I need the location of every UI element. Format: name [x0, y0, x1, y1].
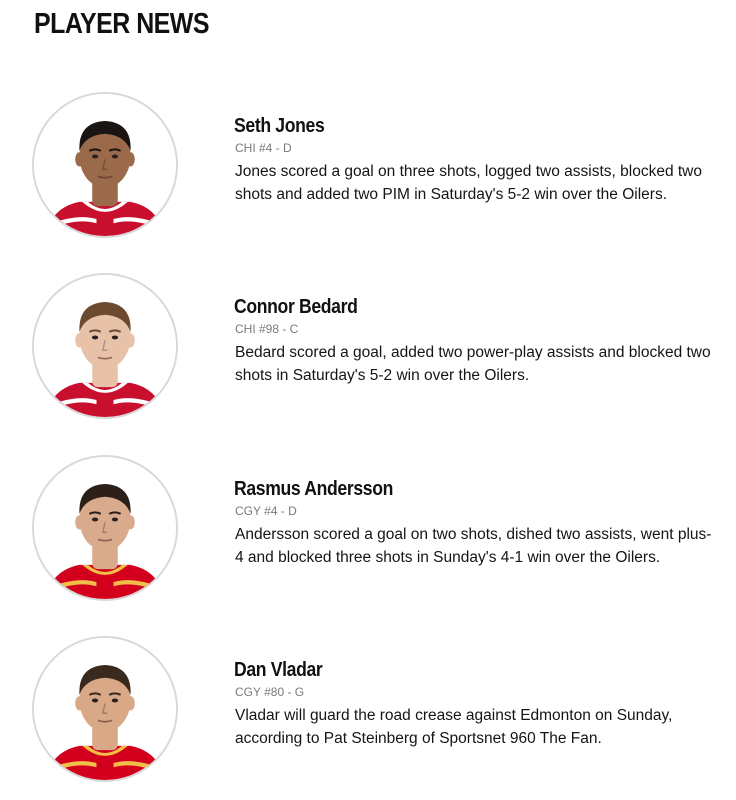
headshot-illustration: [34, 94, 176, 236]
player-team-number-position: CHI #4 - D: [235, 141, 292, 155]
player-team-number-position: CHI #98 - C: [235, 322, 299, 336]
eye-shape: [112, 517, 118, 521]
ear-shape: [126, 152, 135, 166]
player-news-blurb: Jones scored a goal on three shots, logged two assists, blocked two shots and added two PIM in Saturday's 5-2 win over the Oilers.: [235, 163, 702, 203]
ear-shape: [126, 696, 135, 710]
player-team-number-position: CGY #80 - G: [235, 685, 305, 699]
player-headshot-avatar[interactable]: [32, 273, 178, 419]
news-item-rasmus-andersson: [0, 455, 736, 615]
player-headshot-avatar[interactable]: [32, 455, 178, 601]
player-name[interactable]: Rasmus Andersson: [234, 478, 394, 500]
eye-shape: [92, 698, 98, 702]
ear-shape: [75, 152, 84, 166]
page-title: PLAYER NEWS: [34, 8, 209, 40]
ear-shape: [75, 515, 84, 529]
player-news-blurb: Bedard scored a goal, added two power-play assists and blocked two shots in Saturday's 5-2 win over the Oilers.: [235, 344, 711, 384]
player-name[interactable]: Connor Bedard: [234, 296, 358, 318]
eye-shape: [112, 154, 118, 158]
ear-shape: [75, 333, 84, 347]
ear-shape: [75, 696, 84, 710]
player-name[interactable]: Seth Jones: [234, 115, 325, 137]
player-news-blurb: Vladar will guard the road crease against Edmonton on Sunday, according to Pat Steinberg of Sportsnet 960 The Fan.: [235, 707, 673, 747]
eye-shape: [112, 335, 118, 339]
eye-shape: [92, 517, 98, 521]
news-item-dan-vladar: [0, 636, 736, 796]
player-team-number-position: CGY #4 - D: [235, 504, 297, 518]
player-headshot-avatar[interactable]: [32, 92, 178, 238]
headshot-illustration: [34, 457, 176, 599]
eye-shape: [92, 335, 98, 339]
ear-shape: [126, 333, 135, 347]
eye-shape: [92, 154, 98, 158]
headshot-illustration: [34, 638, 176, 780]
ear-shape: [126, 515, 135, 529]
player-news-blurb: Andersson scored a goal on two shots, dished two assists, went plus-4 and blocked three shots in Sunday's 4-1 win over the Oilers.: [235, 526, 712, 566]
headshot-illustration: [34, 275, 176, 417]
player-name[interactable]: Dan Vladar: [234, 659, 323, 681]
news-item-connor-bedard: [0, 273, 736, 433]
player-headshot-avatar[interactable]: [32, 636, 178, 782]
news-item-seth-jones: [0, 92, 736, 252]
eye-shape: [112, 698, 118, 702]
